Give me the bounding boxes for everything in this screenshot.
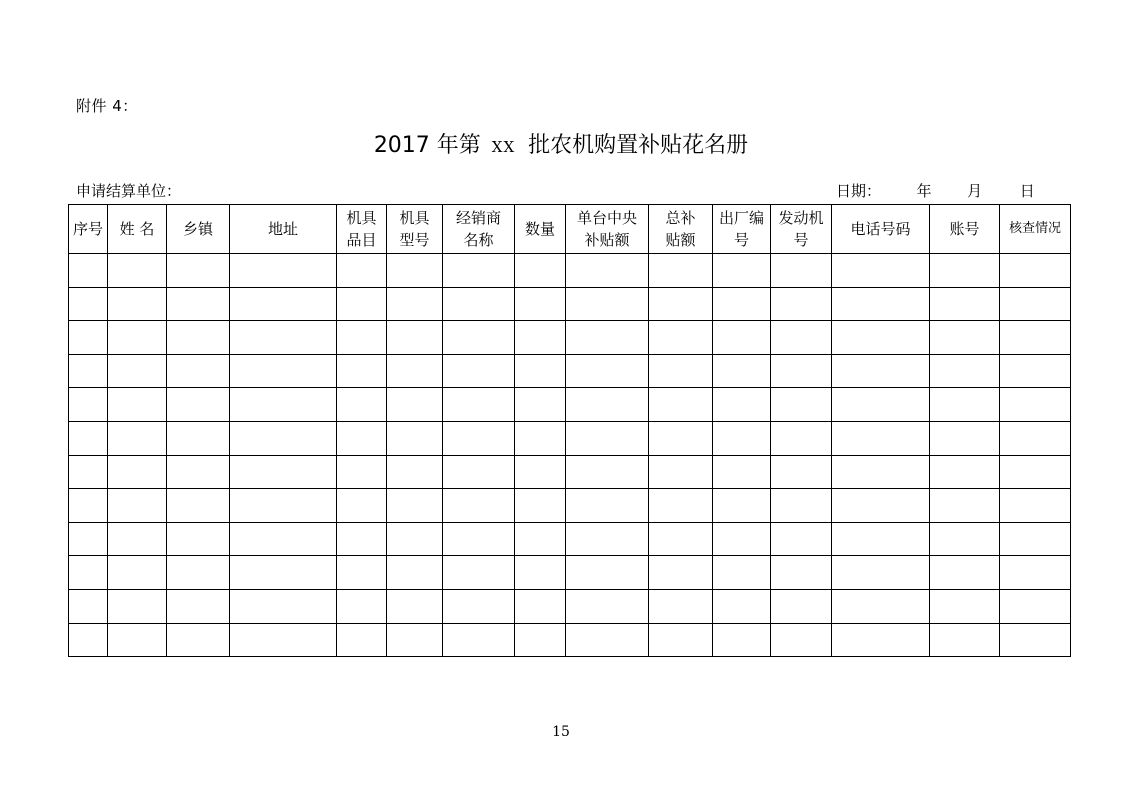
column-header bbox=[230, 205, 337, 254]
date-block bbox=[836, 180, 1035, 201]
table-cell bbox=[566, 522, 649, 556]
column-header-line1: 核查情况 bbox=[1008, 221, 1061, 236]
table-cell bbox=[443, 489, 515, 523]
table-cell bbox=[230, 421, 337, 455]
table-cell bbox=[167, 522, 230, 556]
table-cell bbox=[69, 556, 108, 590]
table-cell bbox=[566, 589, 649, 623]
table-cell bbox=[230, 589, 337, 623]
table-cell bbox=[167, 623, 230, 657]
table-cell bbox=[649, 556, 713, 590]
table-cell bbox=[69, 489, 108, 523]
table-cell bbox=[771, 522, 832, 556]
table-cell bbox=[566, 321, 649, 355]
table-cell bbox=[930, 455, 1000, 489]
table-cell bbox=[930, 354, 1000, 388]
table-row bbox=[69, 321, 1071, 355]
table-cell bbox=[771, 589, 832, 623]
table-cell bbox=[1000, 489, 1071, 523]
table-cell bbox=[230, 321, 337, 355]
table-row bbox=[69, 556, 1071, 590]
column-header-line1: 出厂编 bbox=[718, 209, 764, 227]
table-cell bbox=[108, 354, 167, 388]
table-cell bbox=[713, 455, 771, 489]
table-cell bbox=[1000, 388, 1071, 422]
table-cell bbox=[832, 388, 930, 422]
table-cell bbox=[167, 489, 230, 523]
table-cell bbox=[649, 388, 713, 422]
table-cell bbox=[230, 388, 337, 422]
column-header-line2: 名称 bbox=[463, 231, 494, 249]
table-cell bbox=[649, 623, 713, 657]
table-cell bbox=[443, 556, 515, 590]
table-cell bbox=[108, 388, 167, 422]
table-cell bbox=[515, 421, 566, 455]
column-header-line1: 电话号码 bbox=[850, 220, 911, 238]
table-cell bbox=[566, 354, 649, 388]
table-cell bbox=[930, 623, 1000, 657]
date-month: 月 bbox=[967, 182, 983, 200]
table-cell bbox=[337, 522, 387, 556]
table-cell bbox=[832, 287, 930, 321]
table-cell bbox=[566, 623, 649, 657]
table-cell bbox=[230, 287, 337, 321]
column-header bbox=[1000, 205, 1071, 254]
column-header bbox=[649, 205, 713, 254]
table-cell bbox=[713, 589, 771, 623]
column-header bbox=[771, 205, 832, 254]
table-cell bbox=[337, 254, 387, 288]
table-cell bbox=[832, 354, 930, 388]
table-cell bbox=[387, 354, 443, 388]
table-cell bbox=[515, 522, 566, 556]
table-row bbox=[69, 287, 1071, 321]
applicant-unit-label: 申请结算单位： bbox=[76, 182, 182, 200]
table-cell bbox=[930, 287, 1000, 321]
table-cell bbox=[832, 522, 930, 556]
table-cell bbox=[337, 287, 387, 321]
table-cell bbox=[230, 623, 337, 657]
table-row bbox=[69, 421, 1071, 455]
table-cell bbox=[713, 489, 771, 523]
table-cell bbox=[69, 287, 108, 321]
column-header bbox=[566, 205, 649, 254]
table-cell bbox=[832, 321, 930, 355]
table-cell bbox=[108, 623, 167, 657]
table-cell bbox=[337, 354, 387, 388]
table-cell bbox=[930, 489, 1000, 523]
table-cell bbox=[566, 489, 649, 523]
document-title bbox=[0, 128, 1122, 159]
table-cell bbox=[713, 287, 771, 321]
table-row bbox=[69, 254, 1071, 288]
table-body bbox=[69, 254, 1071, 657]
date-day: 日 bbox=[1019, 182, 1035, 200]
table-cell bbox=[387, 489, 443, 523]
table-cell bbox=[649, 287, 713, 321]
table-cell bbox=[713, 321, 771, 355]
table-cell bbox=[108, 522, 167, 556]
table-cell bbox=[69, 522, 108, 556]
column-header-line2: 号 bbox=[733, 231, 749, 249]
table-cell bbox=[337, 388, 387, 422]
table-cell bbox=[167, 556, 230, 590]
table-cell bbox=[337, 421, 387, 455]
table-cell bbox=[108, 321, 167, 355]
table-cell bbox=[443, 287, 515, 321]
table-cell bbox=[443, 589, 515, 623]
column-header-line1: 单台中央 bbox=[576, 209, 637, 227]
table-cell bbox=[387, 254, 443, 288]
table-cell bbox=[649, 421, 713, 455]
table-cell bbox=[649, 522, 713, 556]
column-header-line2: 贴额 bbox=[665, 231, 696, 249]
table-cell bbox=[515, 388, 566, 422]
table-cell bbox=[771, 254, 832, 288]
table-cell bbox=[515, 354, 566, 388]
table-cell bbox=[108, 589, 167, 623]
table-cell bbox=[515, 489, 566, 523]
table-cell bbox=[167, 254, 230, 288]
table-cell bbox=[832, 254, 930, 288]
column-header bbox=[69, 205, 108, 254]
table-cell bbox=[337, 623, 387, 657]
table-cell bbox=[1000, 522, 1071, 556]
table-cell bbox=[1000, 623, 1071, 657]
table-cell bbox=[771, 388, 832, 422]
table-cell bbox=[387, 589, 443, 623]
table-cell bbox=[566, 388, 649, 422]
table-cell bbox=[443, 623, 515, 657]
table-cell bbox=[515, 556, 566, 590]
table-cell bbox=[337, 556, 387, 590]
table-cell bbox=[167, 354, 230, 388]
table-cell bbox=[443, 321, 515, 355]
column-header-line2: 品目 bbox=[346, 231, 377, 249]
table-cell bbox=[930, 421, 1000, 455]
table-cell bbox=[566, 287, 649, 321]
table-cell bbox=[649, 254, 713, 288]
table-cell bbox=[230, 455, 337, 489]
table-cell bbox=[515, 623, 566, 657]
table-row bbox=[69, 522, 1071, 556]
table-cell bbox=[69, 455, 108, 489]
table-cell bbox=[1000, 321, 1071, 355]
table-cell bbox=[832, 556, 930, 590]
table-cell bbox=[566, 254, 649, 288]
column-header-line1: 数量 bbox=[524, 220, 555, 238]
table-cell bbox=[832, 455, 930, 489]
column-header-line2: 号 bbox=[793, 231, 809, 249]
page-number: 15 bbox=[552, 724, 570, 740]
table-cell bbox=[771, 455, 832, 489]
table-cell bbox=[337, 589, 387, 623]
column-header bbox=[930, 205, 1000, 254]
table-cell bbox=[337, 489, 387, 523]
table-cell bbox=[230, 556, 337, 590]
title-batch-placeholder: XX bbox=[491, 138, 516, 156]
table-cell bbox=[230, 354, 337, 388]
table-cell bbox=[167, 589, 230, 623]
table-cell bbox=[771, 354, 832, 388]
table-cell bbox=[771, 287, 832, 321]
table-cell bbox=[713, 522, 771, 556]
column-header-line1: 乡镇 bbox=[182, 220, 213, 238]
column-header bbox=[387, 205, 443, 254]
table-cell bbox=[108, 287, 167, 321]
column-header bbox=[337, 205, 387, 254]
table-cell bbox=[108, 455, 167, 489]
table-row bbox=[69, 489, 1071, 523]
table-cell bbox=[387, 421, 443, 455]
table-cell bbox=[832, 589, 930, 623]
table-cell bbox=[771, 421, 832, 455]
table-cell bbox=[566, 455, 649, 489]
table-cell bbox=[1000, 254, 1071, 288]
date-year: 年 bbox=[916, 182, 932, 200]
table-cell bbox=[771, 623, 832, 657]
column-header-line1: 机具 bbox=[399, 209, 430, 227]
table-cell bbox=[69, 321, 108, 355]
column-header-line1: 姓 名 bbox=[119, 220, 155, 238]
table-cell bbox=[108, 489, 167, 523]
table-cell bbox=[69, 589, 108, 623]
table-cell bbox=[930, 522, 1000, 556]
table-cell bbox=[930, 254, 1000, 288]
table-cell bbox=[387, 623, 443, 657]
table-cell bbox=[443, 254, 515, 288]
column-header-line1: 总补 bbox=[665, 209, 696, 227]
table-row bbox=[69, 623, 1071, 657]
column-header bbox=[443, 205, 515, 254]
table-cell bbox=[1000, 421, 1071, 455]
table-cell bbox=[713, 556, 771, 590]
table-cell bbox=[108, 421, 167, 455]
table-cell bbox=[69, 421, 108, 455]
table-cell bbox=[387, 455, 443, 489]
table-cell bbox=[443, 455, 515, 489]
table-cell bbox=[69, 354, 108, 388]
table-cell bbox=[167, 321, 230, 355]
column-header bbox=[108, 205, 167, 254]
table-cell bbox=[443, 522, 515, 556]
table-cell bbox=[713, 254, 771, 288]
column-header bbox=[515, 205, 566, 254]
table-cell bbox=[1000, 455, 1071, 489]
column-header-line2: 补贴额 bbox=[584, 231, 630, 249]
table-cell bbox=[108, 254, 167, 288]
table-cell bbox=[1000, 556, 1071, 590]
table-cell bbox=[566, 556, 649, 590]
table-cell bbox=[387, 522, 443, 556]
table-cell bbox=[515, 254, 566, 288]
table-cell bbox=[230, 522, 337, 556]
table-cell bbox=[771, 489, 832, 523]
table-cell bbox=[713, 623, 771, 657]
table-cell bbox=[771, 556, 832, 590]
table-cell bbox=[387, 388, 443, 422]
table-cell bbox=[713, 421, 771, 455]
table-cell bbox=[930, 589, 1000, 623]
table-cell bbox=[930, 321, 1000, 355]
table-cell bbox=[443, 354, 515, 388]
table-cell bbox=[1000, 354, 1071, 388]
subsidy-register-table bbox=[68, 204, 1071, 657]
table-cell bbox=[1000, 287, 1071, 321]
table-cell bbox=[69, 254, 108, 288]
column-header bbox=[832, 205, 930, 254]
table-cell bbox=[167, 421, 230, 455]
column-header-line1: 经销商 bbox=[455, 209, 501, 227]
table-cell bbox=[108, 556, 167, 590]
date-label: 日期： bbox=[836, 182, 882, 200]
table-cell bbox=[230, 489, 337, 523]
table-cell bbox=[387, 321, 443, 355]
table-cell bbox=[515, 589, 566, 623]
table-row bbox=[69, 455, 1071, 489]
table-cell bbox=[649, 589, 713, 623]
table-row bbox=[69, 354, 1071, 388]
table-cell bbox=[167, 388, 230, 422]
table-cell bbox=[515, 321, 566, 355]
table-cell bbox=[337, 455, 387, 489]
table-cell bbox=[230, 254, 337, 288]
table-row bbox=[69, 388, 1071, 422]
table-cell bbox=[515, 455, 566, 489]
table-cell bbox=[649, 455, 713, 489]
column-header-line1: 序号 bbox=[72, 220, 103, 238]
table-cell bbox=[167, 455, 230, 489]
title-suffix: 批农机购置补贴花名册 bbox=[528, 133, 749, 158]
table-cell bbox=[930, 388, 1000, 422]
table-cell bbox=[832, 489, 930, 523]
table-header-row bbox=[69, 205, 1071, 254]
column-header-line2: 型号 bbox=[399, 231, 430, 249]
table-cell bbox=[832, 421, 930, 455]
table-row bbox=[69, 589, 1071, 623]
table-cell bbox=[649, 321, 713, 355]
table-cell bbox=[1000, 589, 1071, 623]
table-cell bbox=[443, 388, 515, 422]
table-cell bbox=[167, 287, 230, 321]
column-header-line1: 账号 bbox=[949, 220, 980, 238]
column-header-line1: 发动机 bbox=[778, 209, 824, 227]
table-cell bbox=[832, 623, 930, 657]
table-cell bbox=[566, 421, 649, 455]
table-cell bbox=[713, 388, 771, 422]
column-header-line1: 地址 bbox=[267, 220, 298, 238]
column-header bbox=[167, 205, 230, 254]
table-cell bbox=[930, 556, 1000, 590]
table-cell bbox=[771, 321, 832, 355]
table-cell bbox=[337, 321, 387, 355]
table-cell bbox=[443, 421, 515, 455]
table-cell bbox=[387, 556, 443, 590]
title-prefix: 2017 年第 bbox=[373, 133, 481, 158]
table-cell bbox=[515, 287, 566, 321]
column-header-line1: 机具 bbox=[346, 209, 377, 227]
column-header bbox=[713, 205, 771, 254]
table-cell bbox=[387, 287, 443, 321]
table-cell bbox=[649, 354, 713, 388]
attachment-label: 附件 4： bbox=[76, 97, 138, 115]
table-cell bbox=[713, 354, 771, 388]
table-cell bbox=[69, 388, 108, 422]
table-cell bbox=[649, 489, 713, 523]
table-cell bbox=[69, 623, 108, 657]
